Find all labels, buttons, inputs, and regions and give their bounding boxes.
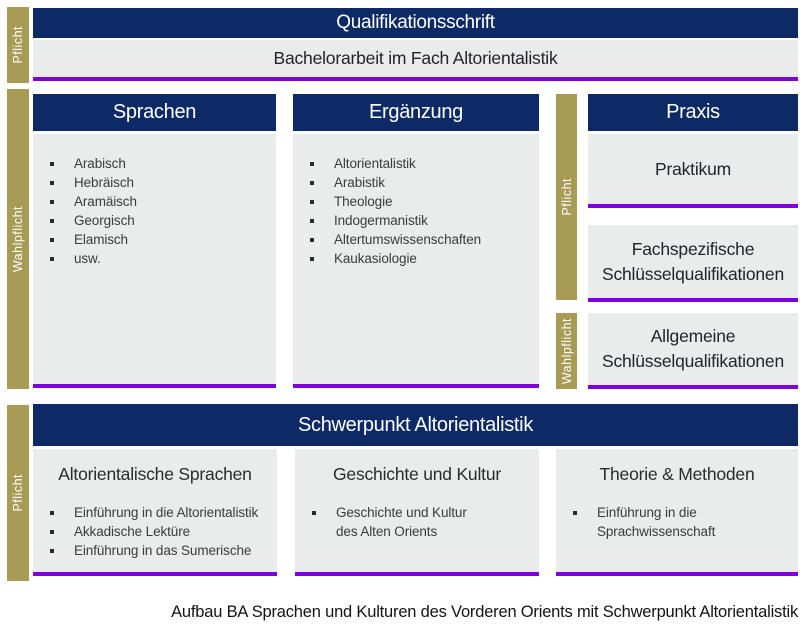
right-pflicht-bar xyxy=(556,94,577,300)
list-item: Einführung in das Sumerische xyxy=(33,541,277,560)
figure-caption: Aufbau BA Sprachen und Kulturen des Vorderen Orients mit Schwerpunkt Altorientalistik xyxy=(171,603,798,621)
pflicht-label: Pflicht xyxy=(11,26,25,64)
wahlpflicht-label: Wahlpflicht xyxy=(559,317,574,385)
list-item: Kaukasiologie xyxy=(293,249,539,268)
altorientalische-sprachen-list xyxy=(33,485,277,560)
list-item: Geschichte und Kultur des Alten Orients xyxy=(295,503,539,541)
theorie-methoden-list xyxy=(556,485,798,541)
list-item: Einführung in die Sprachwissenschaft xyxy=(556,503,798,541)
left-wahlpflicht-bar xyxy=(7,89,29,389)
allgemeine-sq-label: Allgemeine Schlüsselqualifikationen xyxy=(602,326,784,371)
list-item: Aramäisch xyxy=(33,192,276,211)
column-title: Altorientalische Sprachen xyxy=(58,464,252,484)
column-title: Geschichte und Kultur xyxy=(333,464,501,484)
praktikum-box xyxy=(588,134,798,208)
wahlpflicht-label: Wahlpflicht xyxy=(11,205,25,273)
schwerpunkt-title: Schwerpunkt Altorientalistik xyxy=(297,413,534,436)
list-item: Altertumswissenschaften xyxy=(293,230,539,249)
sprachen-box xyxy=(33,134,276,388)
ergaenzung-header xyxy=(293,94,539,131)
sprachen-header xyxy=(33,94,276,131)
geschichte-kultur-list xyxy=(295,485,539,541)
list-item: Akkadische Lektüre xyxy=(33,522,277,541)
list-item: Hebräisch xyxy=(33,173,276,192)
altorientalische-sprachen-box xyxy=(33,449,277,576)
list-item: Elamisch xyxy=(33,230,276,249)
ergaenzung-list xyxy=(293,134,539,268)
bachelorarbeit-box xyxy=(33,40,798,81)
list-item: Arabistik xyxy=(293,173,539,192)
sprachen-title: Sprachen xyxy=(112,101,197,123)
praktikum-label: Praktikum xyxy=(655,158,731,179)
left-pflicht-bar-bottom xyxy=(7,405,29,581)
praxis-header xyxy=(588,94,798,131)
list-item: Indogermanistik xyxy=(293,211,539,230)
list-item: Altorientalistik xyxy=(293,154,539,173)
geschichte-kultur-box xyxy=(295,449,539,576)
qualifikationsschrift-header xyxy=(33,8,798,38)
pflicht-label: Pflicht xyxy=(559,178,574,216)
pflicht-label: Pflicht xyxy=(11,474,25,512)
left-pflicht-bar-top xyxy=(7,7,29,83)
qualifikationsschrift-title: Qualifikationsschrift xyxy=(336,12,495,33)
list-item: Theologie xyxy=(293,192,539,211)
list-item: Georgisch xyxy=(33,211,276,230)
praxis-title: Praxis xyxy=(666,101,720,123)
schwerpunkt-header xyxy=(33,404,798,446)
fachspezifische-sq-label: Fachspezifische Schlüsselqualifikationen xyxy=(602,238,784,284)
right-wahlpflicht-bar xyxy=(556,313,577,389)
list-item: Einführung in die Altorientalistik xyxy=(33,503,277,522)
allgemeine-sq-box xyxy=(588,313,798,389)
column-title: Theorie & Methoden xyxy=(599,464,755,484)
ergaenzung-title: Ergänzung xyxy=(368,101,464,123)
ergaenzung-box xyxy=(293,134,539,388)
sprachen-list xyxy=(33,134,276,268)
list-item: Arabisch xyxy=(33,154,276,173)
fachspezifische-sq-box xyxy=(588,225,798,302)
theorie-methoden-box xyxy=(556,449,798,576)
bachelorarbeit-label: Bachelorarbeit im Fach Altorientalistik xyxy=(273,48,558,68)
list-item: usw. xyxy=(33,249,276,268)
